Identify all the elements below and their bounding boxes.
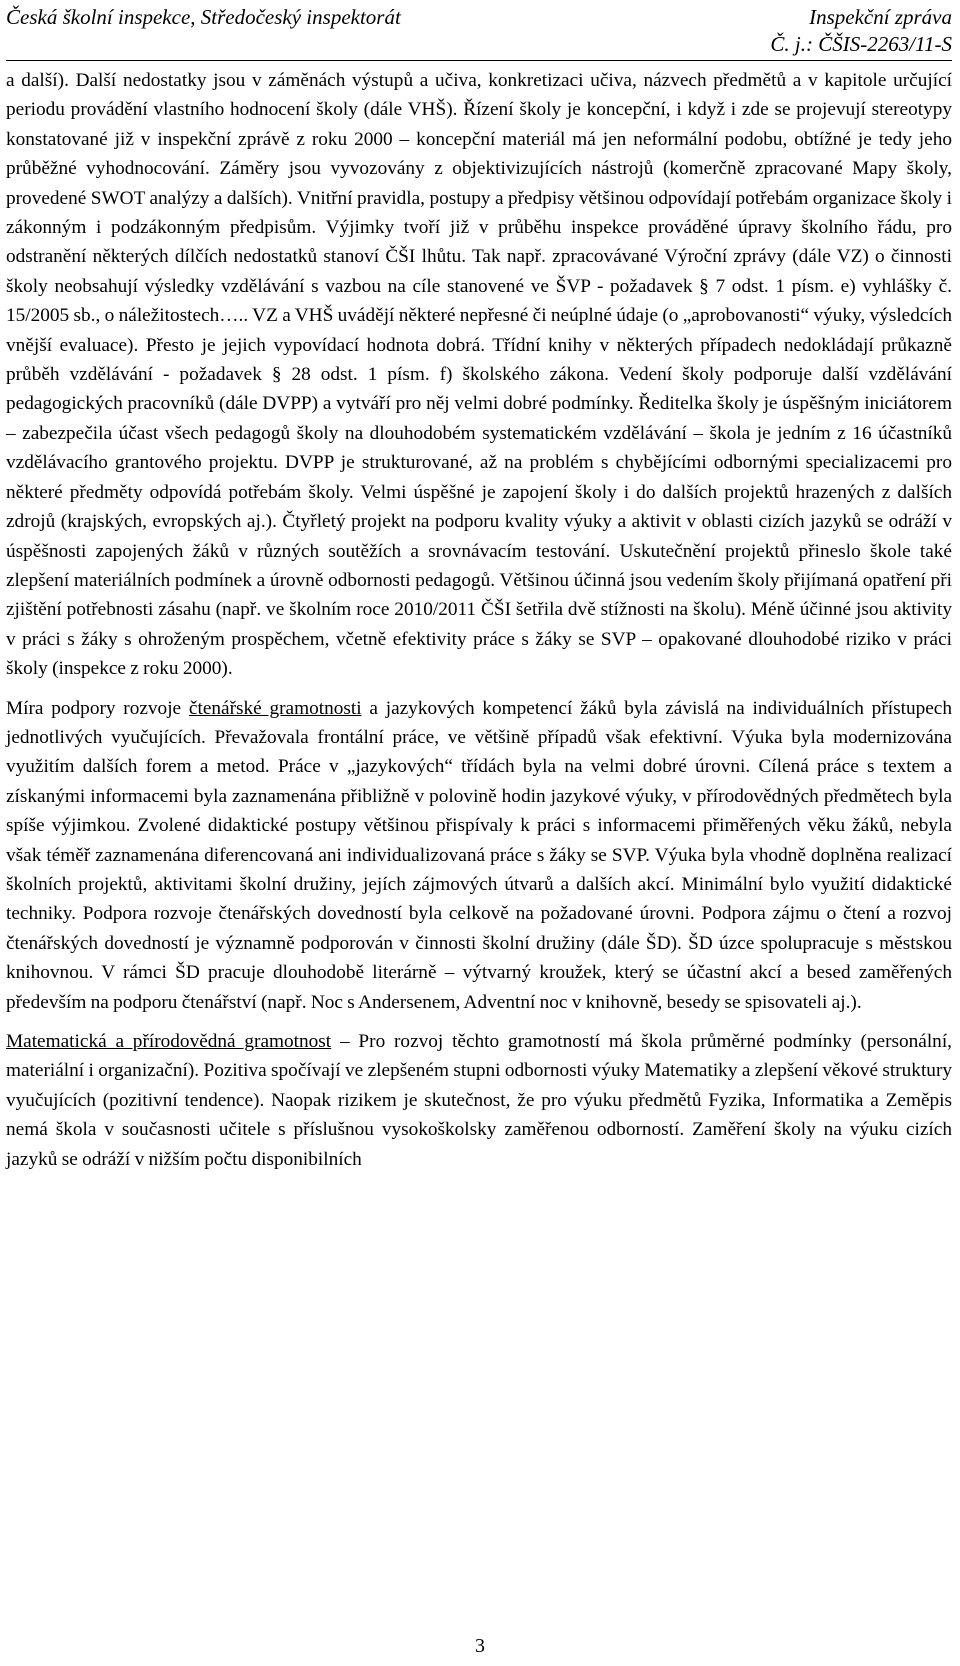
page-header [6, 4, 952, 58]
header-report-info [770, 4, 952, 58]
paragraph-math-science-literacy [6, 1027, 952, 1174]
header-divider [6, 60, 952, 61]
paragraph-reading-literacy-text: a jazykových kompetencí žáků byla závislá na individuálních přístupech jednotlivých vyučujících. Převažovala frontální práce, ve většině případů však efektivní. Výuka byla modernizována využitím dalších forem a metod. Práce v „jazykových“ třídách byla na velmi dobré úrovni. Cílená práce s textem a získanými informacemi byla zaznamenána přibližně v polovině hodin jazykové výuky, v přírodovědných předmětech byla spíše výjimkou. Zvolené didaktické postupy většinou přispívaly k práci s informacemi přiměřených věku žáků, nebyla však téměř zaznamenána diferencovaná ani individualizovaná práce s žáky se SVP. Výuka byla vhodně doplněna realizací školních projektů, aktivitami školní družiny, jejích zájmových útvarů a dalších akcí. Minimální bylo využití didaktické techniky. Podpora rozvoje čtenářských dovedností byla celkově na požadované úrovni. Podpora zájmu o čtení a rozvoj čtenářských dovedností je významně podporován v činnosti školní družiny (dále ŠD). ŠD úzce spolupracuje s městskou knihovnou. V rámci ŠD pracuje dlouhodobě literárně – výtvarný kroužek, který se účastní akcí a besed zaměřených především na podporu čtenářství (např. Noc s Andersenem, Adventní noc v knihovně, besedy se spisovateli aj.). [6, 697, 952, 1013]
header-reference-number: Č. j.: ČŠIS-2263/11-S [770, 32, 952, 56]
document-body [6, 66, 952, 1184]
paragraph-math-science-literacy-text: – Pro rozvoj těchto gramotností má škola průměrné podmínky (personální, materiální i organizační). Pozitiva spočívají ve zlepšeném stupni odbornosti výuky Matematiky a zlepšení věkové struktury vyučujících (pozitivní tendence). Naopak rizikem je skutečnost, že pro výuku předmětů Fyzika, Informatika a Zeměpis nemá škola v současnosti učitele s příslušnou vysokoškolsky zaměřenou odborností. Zaměření školy na výuku cizích jazyků se odráží v nižším počtu disponibilních [6, 1031, 953, 1170]
math-science-literacy-term: Matematická a přírodovědná gramotnost [6, 1031, 332, 1052]
paragraph-reading-literacy-intro: Míra podpory rozvoje [6, 697, 189, 719]
reading-literacy-term: čtenářské gramotnosti [188, 697, 362, 719]
paragraph-reading-literacy [6, 694, 952, 1017]
header-report-title: Inspekční zpráva [809, 5, 952, 29]
header-institution: Česká školní inspekce, Středočeský inspektorát [6, 5, 401, 29]
paragraph-school-management: a další). Další nedostatky jsou v záměnách výstupů a učiva, konkretizaci učiva, názvech předmětů a v kapitole určující periodu provádění vlastního hodnocení školy (dále VHŠ). Řízení školy je koncepční, i když i zde se projevují stereotypy konstatované již v inspekční zprávě z roku 2000 – koncepční materiál má jen neformální podobu, obtížné je tedy jeho průběžné vyhodnocování. Záměry jsou vyvozovány z objektivizujících nástrojů (komerčně zpracované Mapy školy, provedené SWOT analýzy a dalších). Vnitřní pravidla, postupy a předpisy většinou odpovídají potřebám organizace školy i zákonným i podzákonným předpisům. Výjimky tvoří již v průběhu inspekce prováděné úpravy školního řádu, pro odstranění některých dílčích nedostatků stanoví ČŠI lhůtu. Tak např. zpracovávané Výroční zprávy (dále VZ) o činnosti školy neobsahují výsledky vzdělávání s vazbou na cíle stanovené ve ŠVP - požadavek § 7 odst. 1 písm. e) vyhlášky č. 15/2005 sb., o náležitostech….. VZ a VHŠ uvádějí některé nepřesné či neúplné údaje (o „aprobovanosti“ výuky, výsledcích vnější evaluace). Přesto je jejich vypovídací hodnota dobrá. Třídní knihy v některých případech nedokládají průkazně průběh vzdělávání - požadavek § 28 odst. 1 písm. f) školského zákona. Vedení školy podporuje další vzdělávání pedagogických pracovníků (dále DVPP) a vytváří pro něj velmi dobré podmínky. Ředitelka školy je úspěšným iniciátorem – zabezpečila účast všech pedagogů školy na dlouhodobém systematickém vzdělávání – škola je jedním z 16 účastníků vzdělávacího grantového projektu. DVPP je strukturované, až na problém s chybějícími odbornými specializacemi pro některé předměty odpovídá potřebám školy. Velmi úspěšné je zapojení školy i do dalších projektů hrazených z dalších zdrojů (krajských, evropských aj.). Čtyřletý projekt na podporu kvality výuky a aktivit v oblasti cizích jazyků se odráží v úspěšnosti zapojených žáků v různých soutěžích a srovnávacím testování. Uskutečnění projektů přineslo škole také zlepšení materiálních podmínek a úrovně odbornosti pedagogů. Většinou účinná jsou vedením školy přijímaná opatření při zjištění potřebnosti zásahu (např. ve školním roce 2010/2011 ČŠI šetřila dvě stížnosti na školu). Méně účinné jsou aktivity v práci s žáky s ohroženým prospěchem, včetně efektivity práce s žáky se SVP – opakované dlouhodobé riziko v práci školy (inspekce z roku 2000). [6, 70, 952, 680]
page-number: 3 [475, 1635, 485, 1657]
